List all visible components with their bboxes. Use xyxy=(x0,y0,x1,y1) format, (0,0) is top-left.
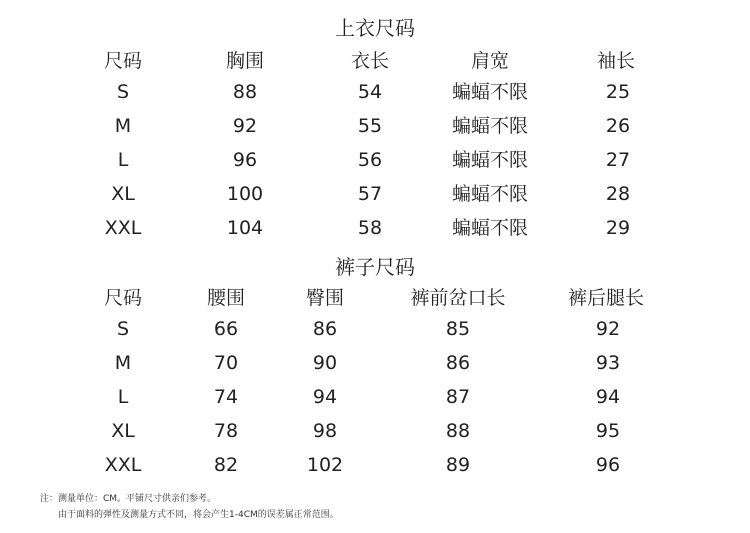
pants-header-hip: 臀围 xyxy=(305,287,345,309)
pants-cell: 74 xyxy=(213,386,239,408)
top-cell: 29 xyxy=(605,217,631,239)
measurement-note: 注：测量单位：CM。平铺尺寸供亲们参考。 xyxy=(40,494,217,504)
top-cell: 25 xyxy=(605,81,631,103)
top-cell: 蝙蝠不限 xyxy=(451,115,529,137)
top-header-chest: 胸围 xyxy=(225,50,265,72)
pants-cell: 70 xyxy=(213,352,239,374)
top-header-length: 衣长 xyxy=(350,50,390,72)
pants-cell: 92 xyxy=(595,318,621,340)
top-cell: L xyxy=(117,149,129,171)
top-cell: 96 xyxy=(232,149,258,171)
top-cell: 54 xyxy=(357,81,383,103)
top-cell: 100 xyxy=(226,183,264,205)
top-cell: 58 xyxy=(357,217,383,239)
pants-header-front-rise: 裤前岔口长 xyxy=(410,287,506,309)
pants-cell: L xyxy=(117,386,129,408)
tolerance-note: 由于面料的弹性及测量方式不同，将会产生1-4CM的误差属正常范围。 xyxy=(58,510,339,520)
top-cell: XXL xyxy=(104,217,142,239)
pants-cell: 95 xyxy=(595,420,621,442)
pants-cell: 86 xyxy=(445,352,471,374)
pants-cell: 88 xyxy=(445,420,471,442)
top-header-size: 尺码 xyxy=(103,50,143,72)
top-cell: 27 xyxy=(605,149,631,171)
top-size-title: 上衣尺码 xyxy=(335,16,415,40)
pants-cell: M xyxy=(114,352,132,374)
top-cell: 57 xyxy=(357,183,383,205)
top-header-sleeve: 袖长 xyxy=(596,50,636,72)
top-cell: 92 xyxy=(232,115,258,137)
pants-cell: 94 xyxy=(595,386,621,408)
top-cell: M xyxy=(114,115,132,137)
pants-cell: 98 xyxy=(312,420,338,442)
pants-cell: 78 xyxy=(213,420,239,442)
top-cell: 56 xyxy=(357,149,383,171)
pants-cell: 85 xyxy=(445,318,471,340)
top-cell: S xyxy=(116,81,130,103)
pants-cell: 94 xyxy=(312,386,338,408)
pants-header-size: 尺码 xyxy=(103,287,143,309)
top-header-shoulder: 肩宽 xyxy=(470,50,510,72)
top-cell: 26 xyxy=(605,115,631,137)
pants-cell: XXL xyxy=(104,454,142,476)
top-cell: 104 xyxy=(226,217,264,239)
pants-cell: 86 xyxy=(312,318,338,340)
pants-header-back-leg: 裤后腿长 xyxy=(567,287,645,309)
pants-cell: 66 xyxy=(213,318,239,340)
top-cell: 55 xyxy=(357,115,383,137)
pants-cell: 102 xyxy=(306,454,344,476)
top-cell: 88 xyxy=(232,81,258,103)
top-cell: 蝙蝠不限 xyxy=(451,149,529,171)
top-cell: 蝙蝠不限 xyxy=(451,81,529,103)
pants-cell: 96 xyxy=(595,454,621,476)
top-cell: 28 xyxy=(605,183,631,205)
pants-cell: 87 xyxy=(445,386,471,408)
pants-header-waist: 腰围 xyxy=(206,287,246,309)
top-cell: 蝙蝠不限 xyxy=(451,217,529,239)
pants-cell: 89 xyxy=(445,454,471,476)
pants-cell: XL xyxy=(111,420,135,442)
top-cell: XL xyxy=(111,183,135,205)
top-cell: 蝙蝠不限 xyxy=(451,183,529,205)
pants-cell: 82 xyxy=(213,454,239,476)
pants-size-title: 裤子尺码 xyxy=(335,255,415,279)
pants-cell: S xyxy=(116,318,130,340)
pants-cell: 93 xyxy=(595,352,621,374)
pants-cell: 90 xyxy=(312,352,338,374)
